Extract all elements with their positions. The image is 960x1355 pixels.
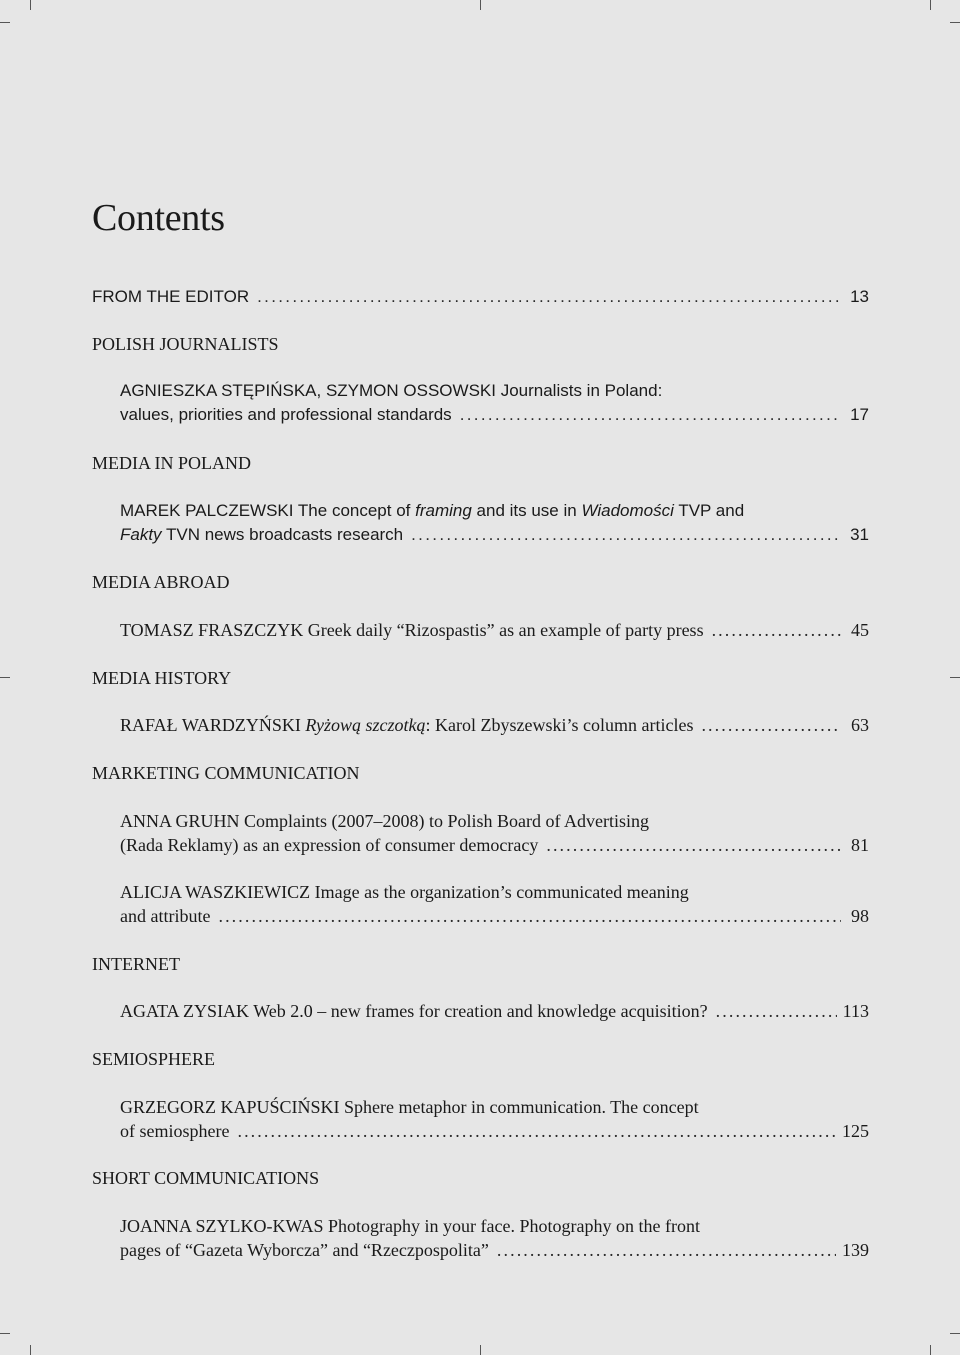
- section-heading-media-in-poland: MEDIA IN POLAND: [92, 453, 251, 473]
- dot-leader: [701, 713, 841, 737]
- toc-entry-title-italic: Fakty: [120, 525, 162, 544]
- dot-leader: [716, 999, 837, 1023]
- page-number: 17: [850, 405, 869, 424]
- section-heading-media-abroad: MEDIA ABROAD: [92, 572, 230, 592]
- section-heading-polish-journalists: POLISH JOURNALISTS: [92, 334, 279, 354]
- dot-leader: [411, 523, 841, 547]
- toc-entry-title: Greek daily “Rizospastis” as an example of party press: [307, 620, 704, 640]
- toc-entry-web-2[interactable]: [120, 999, 869, 1023]
- toc-entry-title: Photography in your face. Photography on the front: [328, 1216, 700, 1236]
- dot-leader: [497, 1238, 836, 1262]
- toc-entry-title: Sphere metaphor in communication. The concept: [344, 1097, 699, 1117]
- section-heading-short-communications: SHORT COMMUNICATIONS: [92, 1168, 320, 1188]
- page-number: 98: [851, 906, 869, 926]
- toc-entry-title: Web 2.0 – new frames for creation and knowledge acquisition?: [253, 1001, 708, 1021]
- crop-mark-bottom-right: [930, 1345, 931, 1355]
- toc-entry-sphere-metaphor[interactable]: [120, 1095, 869, 1143]
- dot-leader: [237, 1119, 836, 1143]
- toc-entry-title-continued: values, priorities and professional standards: [120, 405, 452, 424]
- page-number: 81: [851, 835, 869, 855]
- dot-leader: [546, 833, 841, 857]
- toc-entry-title: Image as the organization’s communicated meaning: [314, 882, 689, 902]
- page-title: Contents: [92, 197, 225, 239]
- toc-entry-journalists-in-poland[interactable]: [120, 379, 869, 427]
- toc-entry-author: MAREK PALCZEWSKI: [120, 501, 294, 520]
- page-number: 113: [842, 1001, 869, 1021]
- crop-mark-top-center: [480, 0, 481, 10]
- page-number: 63: [851, 715, 869, 735]
- toc-entry-author: ALICJA WASZKIEWICZ: [120, 882, 311, 902]
- dot-leader: [460, 403, 841, 427]
- toc-entry-author: ANNA GRUHN: [120, 811, 240, 831]
- toc-entry-author: JOANNA SZYLKO-KWAS: [120, 1216, 324, 1236]
- dot-leader: [712, 618, 841, 642]
- toc-entry-photography[interactable]: [120, 1214, 869, 1262]
- section-heading-media-history: MEDIA HISTORY: [92, 668, 232, 688]
- toc-entry-title-italic: Wiadomości: [581, 501, 674, 520]
- toc-entry-title-italic: framing: [415, 501, 472, 520]
- toc-entry-label: FROM THE EDITOR: [92, 287, 250, 306]
- toc-entry-rizospastis[interactable]: [120, 618, 869, 642]
- crop-mark-right-middle: [950, 677, 960, 678]
- toc-entry-from-the-editor[interactable]: [92, 285, 869, 309]
- toc-entry-author: AGATA ZYSIAK: [120, 1001, 250, 1021]
- crop-mark-bottom-center: [480, 1345, 481, 1355]
- crop-mark-right-bottom: [950, 1333, 960, 1334]
- toc-entry-author: GRZEGORZ KAPUŚCIŃSKI: [120, 1097, 340, 1117]
- toc-entry-title-continued: and attribute: [120, 906, 211, 926]
- crop-mark-top-left: [30, 0, 31, 10]
- toc-entry-author: RAFAŁ WARDZYŃSKI: [120, 715, 301, 735]
- dot-leader: [257, 285, 841, 309]
- toc-entry-complaints[interactable]: [120, 809, 869, 857]
- crop-mark-left-middle: [0, 677, 10, 678]
- page-number: 125: [842, 1121, 869, 1141]
- toc-entry-author: AGNIESZKA STĘPIŃSKA, SZYMON OSSOWSKI: [120, 381, 496, 400]
- crop-mark-left-bottom: [0, 1333, 10, 1334]
- toc-entry-title-part: The concept of: [297, 501, 411, 520]
- toc-entry-image-organization[interactable]: [120, 880, 869, 928]
- crop-mark-top-right: [930, 0, 931, 10]
- page-number: 13: [850, 287, 869, 306]
- section-heading-internet: INTERNET: [92, 954, 180, 974]
- page-number: 139: [842, 1240, 869, 1260]
- toc-entry-author: TOMASZ FRASZCZYK: [120, 620, 304, 640]
- section-heading-marketing-communication: MARKETING COMMUNICATION: [92, 763, 360, 783]
- section-heading-semiosphere: SEMIOSPHERE: [92, 1049, 216, 1069]
- crop-mark-bottom-left: [30, 1345, 31, 1355]
- toc-entry-title-italic: Ryżową szczotką: [305, 715, 426, 735]
- toc-entry-title-part: TVP and: [678, 501, 745, 520]
- toc-entry-title-continued: of semiosphere: [120, 1121, 230, 1141]
- page-number: 45: [851, 620, 869, 640]
- toc-entry-title-part: and its use in: [476, 501, 577, 520]
- toc-entry-title-continued: pages of “Gazeta Wyborcza” and “Rzeczpospolita”: [120, 1240, 489, 1260]
- toc-entry-zbyszewski[interactable]: [120, 713, 869, 737]
- toc-entry-title-part: TVN news broadcasts research: [165, 525, 404, 544]
- toc-entry-title-continued: (Rada Reklamy) as an expression of consumer democracy: [120, 835, 539, 855]
- toc-entry-title: Complaints (2007–2008) to Polish Board of Advertising: [244, 811, 650, 831]
- crop-mark-right-top: [950, 22, 960, 23]
- toc-entry-title-part: : Karol Zbyszewski’s column articles: [425, 715, 694, 735]
- toc-entry-framing[interactable]: [120, 499, 869, 547]
- crop-mark-left-top: [0, 22, 10, 23]
- page-number: 31: [850, 525, 869, 544]
- dot-leader: [218, 904, 841, 928]
- toc-entry-title: Journalists in Poland:: [500, 381, 663, 400]
